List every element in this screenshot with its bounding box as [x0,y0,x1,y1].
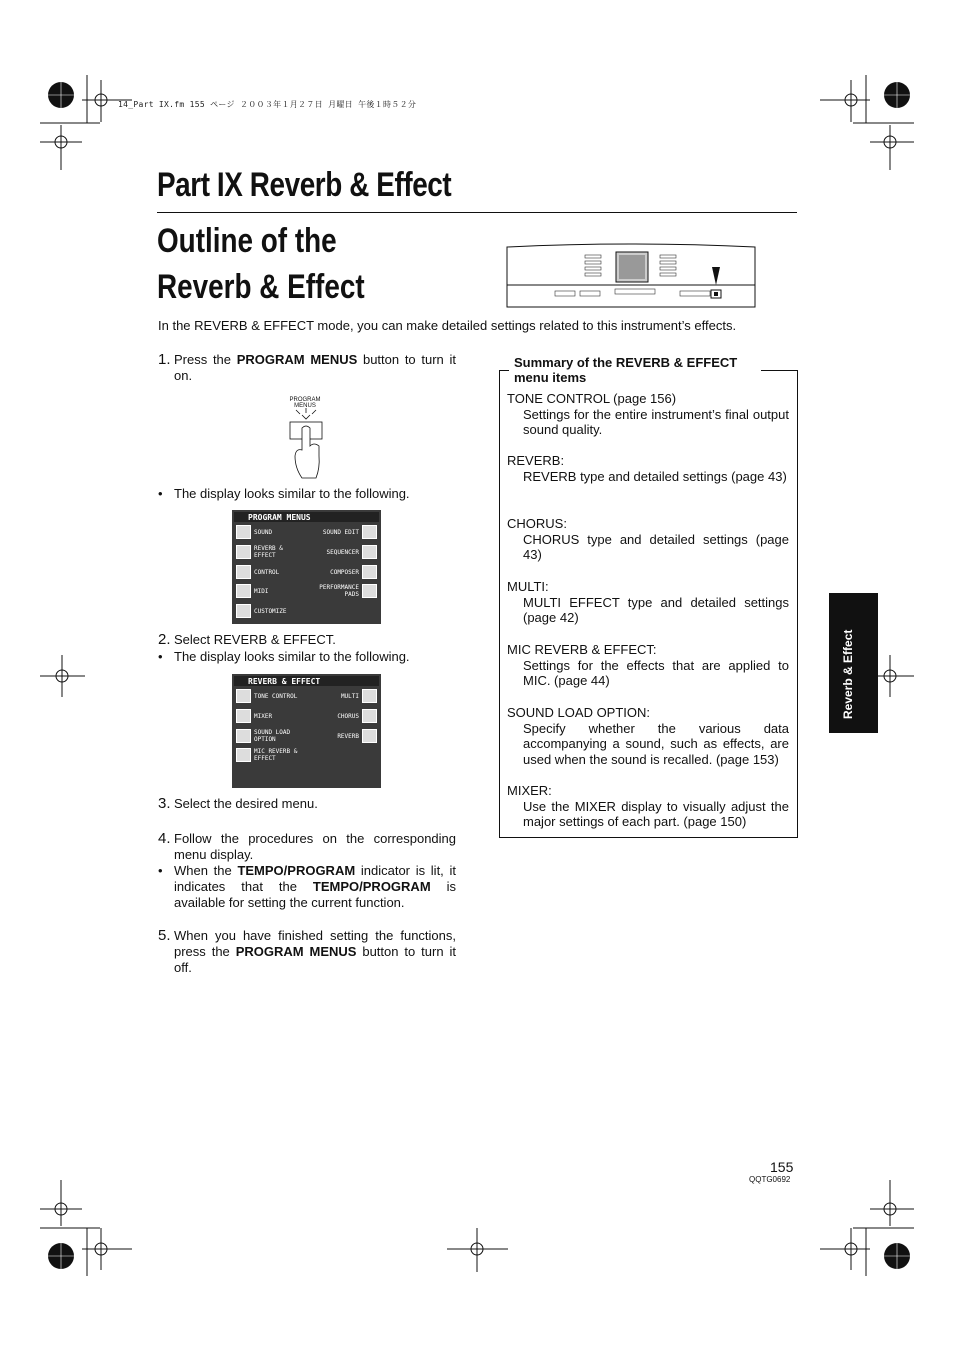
step-1-number: 1. [158,351,171,368]
step-3: 3. Select the desired menu. [158,795,318,812]
intro-paragraph: In the REVERB & EFFECT mode, you can make detailed settings related to this instrument’s effects. [158,318,737,333]
control-icon [236,565,251,579]
file-header-meta: 14_Part IX.fm 155 ページ ２００３年１月２７日 月曜日 午後１時５２分 [118,100,417,109]
midi-icon [236,584,251,598]
summary-entry-reverb: REVERB: REVERB type and detailed settings (page 43) [507,453,787,484]
summary-entry-tone-control: TONE CONTROL (page 156) Settings for the entire instrument’s final output sound quality. [507,391,789,437]
program-menus-button-label: PROGRAM MENUS [289,397,321,409]
step-5-number: 5. [158,927,171,944]
multi-icon [362,689,377,703]
step-2-number: 2. [158,631,171,648]
summary-title: Summary of the REVERB & EFFECT menu items [514,355,738,385]
step-2: 2. Select REVERB & EFFECT. [158,631,336,648]
section-title-line1: Outline of the [157,222,337,260]
bullet-display-2: • The display looks similar to the following. [158,649,410,664]
performance-pads-icon [362,584,377,598]
keyboard-panel-illustration [505,243,757,309]
step-4: 4. Follow the procedures on the corresponding menu display. [158,830,456,862]
mic-reverb-effect-icon [236,748,251,762]
screen1-title: PROGRAM MENUS [248,513,311,522]
reverb-effect-icon [236,545,251,559]
customize-icon [236,604,251,618]
reverb-icon [362,729,377,743]
sound-edit-icon [362,525,377,539]
composer-icon [362,565,377,579]
program-menus-screen: PROGRAM MENUS SOUND REVERB & EFFECT CONTROL MIDI CUSTOMIZE SOUND EDIT SEQUENCER COMPOSER PERFORMANCE PADS [232,510,381,624]
screen2-title: REVERB & EFFECT [248,677,321,686]
tone-control-icon [236,689,251,703]
page-number: 155 [770,1159,794,1175]
summary-entry-chorus: CHORUS: CHORUS type and detailed settings (page 43) [507,516,789,562]
chorus-icon [362,709,377,723]
side-section-tab [829,593,878,733]
summary-entry-mic-reverb-effect: MIC REVERB & EFFECT: Settings for the effects that are applied to MIC. (page 44) [507,642,789,688]
step-5: 5. When you have finished setting the functions, press the PROGRAM MENUS button to turn it off. [158,927,456,975]
step-3-number: 3. [158,795,171,812]
section-title-line2: Reverb & Effect [157,268,365,306]
bullet-tempo: • When the TEMPO/PROGRAM indicator is lit, it indicates that the TEMPO/PROGRAM is available for setting the current function. [158,863,456,910]
reverb-effect-screen: REVERB & EFFECT TONE CONTROL MIXER SOUND LOAD OPTION MIC REVERB & EFFECT MULTI CHORUS REVERB [232,674,381,788]
step-4-number: 4. [158,830,171,847]
step-1: 1. Press the PROGRAM MENUS button to turn it on. [158,351,456,383]
sequencer-icon [362,545,377,559]
bullet-display-1: • The display looks similar to the following. [158,486,410,501]
document-code: QQTG0692 [749,1175,791,1184]
sound-load-option-icon [236,729,251,743]
title-rule [157,212,797,213]
mixer-icon [236,709,251,723]
summary-entry-mixer: MIXER: Use the MIXER display to visually adjust the major settings of each part. (page 150) [507,783,789,829]
finger-press-icon [286,408,326,480]
part-title: Part IX Reverb & Effect [157,166,452,204]
sound-icon [236,525,251,539]
summary-entry-sound-load-option: SOUND LOAD OPTION: Specify whether the various data accompanying a sound, such as effects, are used when the sound is recalled. (page 153) [507,705,789,767]
side-tab-label: Reverb & Effect [841,629,855,719]
summary-entry-multi: MULTI: MULTI EFFECT type and detailed settings (page 42) [507,579,789,625]
